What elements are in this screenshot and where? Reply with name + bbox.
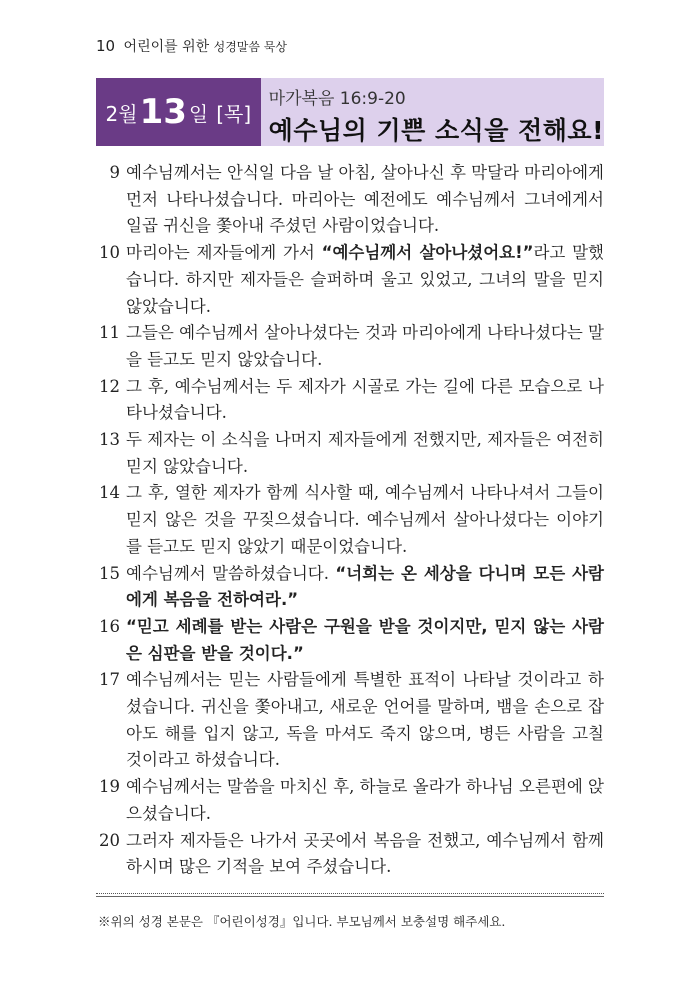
verse-text: 예수님께서 말씀하셨습니다. [126,563,336,583]
verse-number: 19 [99,777,120,797]
book-title: 어린이를 위한 [123,39,210,55]
verse-text: 예수님께서는 말씀을 마치신 후, 하늘로 올라가 하나님 오른편에 앉으셨습니다. [126,777,604,823]
verse-text: 라고 말했습니다. 하지만 제자들은 슬퍼하며 울고 있었고, 그녀의 말을 믿지 않았습니다. [126,243,604,316]
book-subtitle: 성경말씀 묵상 [213,40,287,54]
title-bar [96,78,604,146]
verse-text: 그러자 제자들은 나가서 곳곳에서 복음을 전했고, 예수님께서 함께하시며 많은 기적을 보여 주셨습니다. [126,830,604,877]
verse-quote: “너희는 온 세상을 다니며 모든 사람에게 복음을 전하여라.” [126,563,604,610]
date-box [96,78,261,146]
date-weekday: [목] [216,101,252,126]
verse-number: 12 [99,376,120,396]
date-month: 2월 [105,101,138,126]
verse-text: 두 제자는 이 소식을 나머지 제자들에게 전했지만, 제자들은 여전히 믿지 않았습니다. [126,430,604,476]
passage-box [261,78,604,146]
verse-text: 그들은 예수님께서 살아나셨다는 것과 마리아에게 나타나셨다는 말을 듣고도 믿지 않았습니다. [126,323,604,369]
verse-number: 10 [99,243,120,263]
verse-item [96,480,604,560]
date-day: 13 [139,92,187,132]
verse-number: 11 [99,323,120,343]
verse-item [96,427,604,480]
verse-number: 16 [99,616,120,636]
page-header [96,36,287,56]
passage-heading: 예수님의 기쁜 소식을 전해요! [268,116,604,145]
page-number: 10 [96,37,116,55]
divider-rule [96,893,604,894]
date-day-unit: 일 [188,101,209,126]
verse-item [96,561,604,614]
verse-item [96,374,604,427]
verse-item [96,774,604,827]
verse-quote: “믿고 세례를 받는 사람은 구원을 받을 것이지만, 믿지 않는 사람은 심판을 받을 것이다.” [126,616,604,663]
verse-text: 예수님께서는 믿는 사람들에게 특별한 표적이 나타날 것이라고 하셨습니다. 귀신을 쫓아내고, 새로운 언어를 말하며, 뱀을 손으로 잡아도 해를 입지 않고, 독을 마셔도 죽지 않으며, 병든 사람을 고칠 것이라고 하셨습니다. [126,670,604,770]
verse-item [96,828,604,881]
verse-number: 15 [99,563,120,583]
verse-list [96,160,604,881]
verse-number: 14 [99,483,120,503]
verse-number: 9 [109,163,120,182]
verse-item [96,614,604,667]
passage-reference: 마가복음 16:9-20 [268,89,406,109]
verse-item [96,667,604,774]
verse-item [96,320,604,373]
verse-item [96,240,604,320]
verse-text: 마리아는 제자들에게 가서 [126,243,322,263]
verse-item [96,160,604,240]
verse-number: 20 [99,830,120,850]
verse-quote: “예수님께서 살아나셨어요!” [321,243,534,263]
verse-text: 예수님께서는 안식일 다음 날 아침, 살아나신 후 막달라 마리아에게 먼저 나타나셨습니다. 마리아는 예전에도 예수님께서 그녀에게서 일곱 귀신을 쫓아내 주셨던 사람이었습니다. [126,163,604,236]
verse-text: 그 후, 예수님께서는 두 제자가 시골로 가는 길에 다른 모습으로 나타나셨습니다. [126,376,604,423]
verse-text: 그 후, 열한 제자가 함께 식사할 때, 예수님께서 나타나셔서 그들이 믿지 않은 것을 꾸짖으셨습니다. 예수님께서 살아나셨다는 이야기를 듣고도 믿지 않았기 때문이었습니다. [126,483,604,556]
footnote: ※위의 성경 본문은 『어린이성경』입니다. 부모님께서 보충설명 해주세요. [98,914,506,929]
verse-number: 13 [99,430,120,450]
divider-rule-solid [96,896,604,897]
verse-number: 17 [99,670,120,690]
